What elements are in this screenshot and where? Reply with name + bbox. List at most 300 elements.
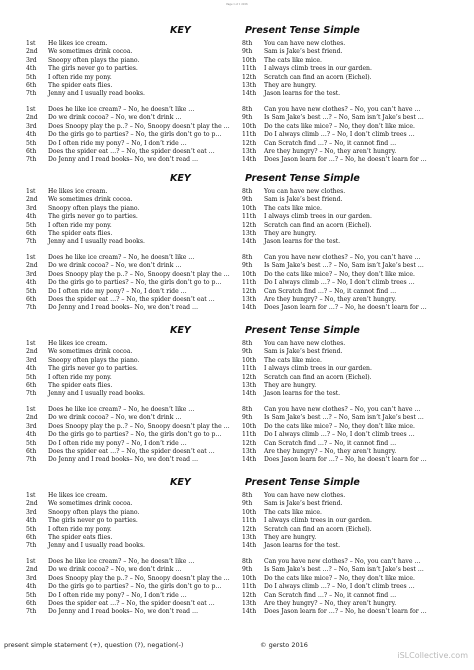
sentence-number: 10th xyxy=(242,56,257,64)
statements-right xyxy=(242,188,447,247)
sentence-text: Can Scratch find …? – No, it cannot find … xyxy=(264,139,397,147)
sentence-number: 1st xyxy=(26,340,36,347)
sentence-text: He likes ice cream. xyxy=(48,492,108,499)
key-label: KEY xyxy=(170,25,191,36)
sentence-number: 9th xyxy=(242,414,253,422)
sentence-text: Are they hungry? – No, they aren’t hungry. xyxy=(264,447,397,455)
sentence-text: Do Jenny and I read books– No, we don’t read … xyxy=(48,304,199,312)
sentence-line xyxy=(26,374,231,382)
sentence-text: Can you have new clothes? – No, you can’t have … xyxy=(264,558,421,565)
sentence-text: Does Jason learn for …? – No, he doesn’t learn for … xyxy=(264,456,427,464)
sentence-number: 13th xyxy=(242,147,257,155)
sentence-text: Do the girls go to parties? – No, the girls don’t go to p… xyxy=(48,431,222,439)
sentence-text: Can Scratch find …? – No, it cannot find … xyxy=(264,287,397,295)
sentence-line xyxy=(242,131,447,139)
sentence-line xyxy=(242,213,447,221)
sentence-number: 5th xyxy=(26,439,37,447)
sentence-number: 5th xyxy=(26,73,37,81)
sentence-text: Does the spider eat …? – No, the spider doesn’t eat … xyxy=(48,295,215,303)
sentence-text: Do I always climb …? – No, I don’t climb trees … xyxy=(264,131,415,139)
sentence-line xyxy=(26,423,231,431)
sentence-line xyxy=(26,82,231,90)
sentence-text: Can you have new clothes? – No, you can’t have … xyxy=(264,106,421,113)
sentence-number: 4th xyxy=(26,583,37,591)
sentence-text: I often ride my pony. xyxy=(48,73,112,81)
sentence-text: Do the cats like mice? – No, they don’t like mice. xyxy=(264,574,415,582)
sentence-text: Are they hungry? – No, they aren’t hungry. xyxy=(264,295,397,303)
sentence-number: 14th xyxy=(242,456,257,464)
sentence-number: 4th xyxy=(26,279,37,287)
sentence-line xyxy=(26,542,231,550)
sentence-number: 4th xyxy=(26,131,37,139)
sentence-line xyxy=(26,448,231,456)
sentence-line xyxy=(26,57,231,65)
sentence-line xyxy=(26,40,231,48)
sentence-text: I always climb trees in our garden. xyxy=(264,517,372,525)
sentence-number: 1st xyxy=(26,254,36,261)
sentence-number: 10th xyxy=(242,422,257,430)
sentence-line xyxy=(26,592,231,600)
sentence-text: Jenny and I usually read books. xyxy=(48,90,145,98)
sentence-line xyxy=(242,456,447,464)
title-row xyxy=(22,25,452,39)
sentence-text: Jason learns for the test. xyxy=(264,90,341,98)
sentence-number: 3rd xyxy=(26,422,37,430)
sentence-line xyxy=(26,575,231,583)
sentence-line xyxy=(242,608,447,616)
sentence-number: 1st xyxy=(26,492,36,499)
sentence-line xyxy=(26,213,231,221)
sentence-text: We sometimes drink cocoa. xyxy=(48,196,133,204)
sentence-number: 3rd xyxy=(26,204,37,212)
sentence-text: Scratch can find an acorn (Eichel). xyxy=(264,221,372,229)
sentence-line xyxy=(26,365,231,373)
sentence-text: Do I always climb …? – No, I don’t climb trees … xyxy=(264,431,415,439)
sentence-number: 2nd xyxy=(26,566,38,574)
sentence-text: Jason learns for the test. xyxy=(264,238,341,246)
sentence-number: 11th xyxy=(242,365,257,373)
sentence-number: 8th xyxy=(242,492,253,499)
sentence-number: 12th xyxy=(242,139,257,147)
key-label: KEY xyxy=(170,477,191,488)
sentence-number: 12th xyxy=(242,373,257,381)
sentence-line xyxy=(242,600,447,608)
sentence-number: 5th xyxy=(26,221,37,229)
statements-left xyxy=(26,492,231,551)
sentence-number: 8th xyxy=(242,254,253,261)
sentence-line xyxy=(242,148,447,156)
sentence-text: Do we drink cocoa? – No, we don’t drink … xyxy=(48,262,182,270)
sentence-line xyxy=(26,48,231,56)
sentence-number: 8th xyxy=(242,106,253,113)
sentence-number: 3rd xyxy=(26,56,37,64)
sentence-line xyxy=(242,340,447,348)
sentence-text: We sometimes drink cocoa. xyxy=(48,500,133,508)
sentence-line xyxy=(242,500,447,508)
sentence-text: Jenny and I usually read books. xyxy=(48,238,145,246)
sentence-number: 13th xyxy=(242,229,257,237)
sentence-line xyxy=(242,156,447,164)
sentence-number: 7th xyxy=(26,156,37,164)
sentence-number: 4th xyxy=(26,365,37,373)
sentence-number: 1st xyxy=(26,558,36,565)
sentence-line xyxy=(26,348,231,356)
sentence-text: Does he like ice cream? – No, he doesn’t like … xyxy=(48,106,195,113)
sentence-number: 9th xyxy=(242,262,253,270)
sentence-line xyxy=(26,205,231,213)
sentence-line xyxy=(26,534,231,542)
statements-left xyxy=(26,40,231,99)
sentence-line xyxy=(242,575,447,583)
sentence-text: He likes ice cream. xyxy=(48,340,108,347)
statements-right xyxy=(242,492,447,551)
sentence-line xyxy=(26,357,231,365)
worksheet-title: Present Tense Simple xyxy=(245,173,360,184)
sentence-line xyxy=(242,448,447,456)
sentence-line xyxy=(242,74,447,82)
sentence-text: I always climb trees in our garden. xyxy=(264,213,372,221)
sentence-text: Do I often ride my pony? – No, I don’t ride … xyxy=(48,591,187,599)
sentence-text: The spider eats flies. xyxy=(48,533,113,541)
sentence-text: Does he like ice cream? – No, he doesn’t like … xyxy=(48,406,195,413)
sentence-text: Scratch can find an acorn (Eichel). xyxy=(264,373,372,381)
sentence-number: 3rd xyxy=(26,356,37,364)
sentence-text: The girls never go to parties. xyxy=(48,365,138,373)
sentence-text: Snoopy often plays the piano. xyxy=(48,508,140,516)
title-row xyxy=(22,173,452,187)
statements-right xyxy=(242,40,447,99)
sentence-number: 8th xyxy=(242,188,253,195)
sentence-line xyxy=(26,492,231,500)
sentence-text: Do we drink cocoa? – No, we don’t drink … xyxy=(48,414,182,422)
sentence-text: The cats like mice. xyxy=(264,356,322,364)
sentence-line xyxy=(26,304,231,312)
sentence-text: Do we drink cocoa? – No, we don’t drink … xyxy=(48,566,182,574)
sentence-number: 1st xyxy=(26,406,36,413)
sentence-text: The spider eats flies. xyxy=(48,81,113,89)
sentence-text: Is Sam Jake’s best …? – No, Sam isn’t Jake’s best … xyxy=(264,114,424,122)
sentence-number: 7th xyxy=(26,608,37,616)
sentence-number: 10th xyxy=(242,122,257,130)
sentence-number: 13th xyxy=(242,533,257,541)
sentence-text: Do the cats like mice? – No, they don’t like mice. xyxy=(264,422,415,430)
sentence-line xyxy=(242,254,447,262)
sentence-number: 13th xyxy=(242,599,257,607)
sentence-line xyxy=(26,296,231,304)
sentence-number: 10th xyxy=(242,356,257,364)
sentence-text: Are they hungry? – No, they aren’t hungry. xyxy=(264,147,397,155)
title-row xyxy=(22,325,452,339)
sentence-number: 10th xyxy=(242,270,257,278)
sentence-number: 9th xyxy=(242,348,253,356)
sentence-line xyxy=(26,600,231,608)
sentence-line xyxy=(242,414,447,422)
sentence-line xyxy=(242,365,447,373)
sentence-number: 9th xyxy=(242,500,253,508)
sentence-line xyxy=(242,106,447,114)
sentence-line xyxy=(242,238,447,246)
sentence-number: 3rd xyxy=(26,574,37,582)
statements-right xyxy=(242,340,447,399)
sentence-text: Does Snoopy play the p..? – No, Snoopy doesn’t play the … xyxy=(48,574,230,582)
sentence-number: 2nd xyxy=(26,114,38,122)
sentence-number: 1st xyxy=(26,188,36,195)
sentence-line xyxy=(242,423,447,431)
sentence-number: 13th xyxy=(242,381,257,389)
sentence-line xyxy=(242,509,447,517)
sentence-number: 11th xyxy=(242,517,257,525)
sentence-text: Is Sam Jake’s best …? – No, Sam isn’t Jake’s best … xyxy=(264,262,424,270)
sentence-number: 14th xyxy=(242,304,257,312)
sentence-text: Can you have new clothes? – No, you can’t have … xyxy=(264,254,421,261)
sentence-number: 6th xyxy=(26,381,37,389)
sentence-number: 2nd xyxy=(26,500,38,508)
sentence-text: Is Sam Jake’s best …? – No, Sam isn’t Jake’s best … xyxy=(264,414,424,422)
statements-left xyxy=(26,188,231,247)
sentence-line xyxy=(242,357,447,365)
sentence-text: Do the cats like mice? – No, they don’t like mice. xyxy=(264,270,415,278)
sentence-line xyxy=(26,65,231,73)
sentence-text: Does he like ice cream? – No, he doesn’t like … xyxy=(48,254,195,261)
sentence-number: 2nd xyxy=(26,414,38,422)
sentence-text: Are they hungry? – No, they aren’t hungry. xyxy=(264,599,397,607)
sentence-number: 7th xyxy=(26,90,37,98)
sentence-text: You can have new clothes. xyxy=(264,188,346,195)
sentence-number: 4th xyxy=(26,431,37,439)
sentence-line xyxy=(242,40,447,48)
sentence-line xyxy=(242,406,447,414)
sentence-text: You can have new clothes. xyxy=(264,40,346,47)
sentence-line xyxy=(242,566,447,574)
sentence-text: Is Sam Jake’s best …? – No, Sam isn’t Jake’s best … xyxy=(264,566,424,574)
sentence-number: 7th xyxy=(26,390,37,398)
sentence-line xyxy=(26,114,231,122)
title-row xyxy=(22,477,452,491)
sentence-text: Does Jason learn for …? – No, he doesn’t learn for … xyxy=(264,304,427,312)
sentence-number: 9th xyxy=(242,566,253,574)
sentence-line xyxy=(26,74,231,82)
sentence-line xyxy=(242,296,447,304)
sentence-line xyxy=(242,440,447,448)
sentence-number: 6th xyxy=(26,81,37,89)
sentence-line xyxy=(242,304,447,312)
sentence-text: Can you have new clothes? – No, you can’t have … xyxy=(264,406,421,413)
sentence-number: 7th xyxy=(26,542,37,550)
sentence-text: Do Jenny and I read books– No, we don’t read … xyxy=(48,608,199,616)
sentence-number: 1st xyxy=(26,106,36,113)
sentence-line xyxy=(242,390,447,398)
sentence-number: 5th xyxy=(26,287,37,295)
sentence-number: 2nd xyxy=(26,348,38,356)
sentence-number: 8th xyxy=(242,40,253,47)
sentence-number: 1st xyxy=(26,40,36,47)
sentence-text: Do I always climb …? – No, I don’t climb trees … xyxy=(264,279,415,287)
sentence-number: 6th xyxy=(26,599,37,607)
sentence-line xyxy=(242,114,447,122)
sentence-text: The cats like mice. xyxy=(264,204,322,212)
sentence-number: 6th xyxy=(26,295,37,303)
sentence-line xyxy=(242,262,447,270)
sentence-line xyxy=(26,271,231,279)
sentence-line xyxy=(242,348,447,356)
sentence-line xyxy=(26,222,231,230)
sentence-text: I always climb trees in our garden. xyxy=(264,365,372,373)
questions-left xyxy=(26,254,231,313)
sentence-line xyxy=(26,123,231,131)
sentence-line xyxy=(242,140,447,148)
sentence-number: 11th xyxy=(242,431,257,439)
questions-right xyxy=(242,558,447,617)
sentence-line xyxy=(242,222,447,230)
sentence-text: Scratch can find an acorn (Eichel). xyxy=(264,525,372,533)
sentence-text: They are hungry. xyxy=(264,381,317,389)
sentence-line xyxy=(26,140,231,148)
sentence-number: 11th xyxy=(242,583,257,591)
sentence-text: Sam is Jake’s best friend. xyxy=(264,500,343,508)
sentence-text: Does Jason learn for …? – No, he doesn’t learn for … xyxy=(264,608,427,616)
sentence-number: 13th xyxy=(242,447,257,455)
sentence-text: He likes ice cream. xyxy=(48,40,108,47)
sentence-text: The cats like mice. xyxy=(264,56,322,64)
sentence-text: The girls never go to parties. xyxy=(48,65,138,73)
sentence-text: Does the spider eat …? – No, the spider doesn’t eat … xyxy=(48,147,215,155)
sentence-number: 14th xyxy=(242,156,257,164)
sentence-line xyxy=(26,566,231,574)
sentence-text: I often ride my pony. xyxy=(48,525,112,533)
sentence-number: 5th xyxy=(26,525,37,533)
sentence-line xyxy=(242,196,447,204)
sentence-text: Sam is Jake’s best friend. xyxy=(264,48,343,56)
sentence-line xyxy=(26,90,231,98)
sentence-text: The spider eats flies. xyxy=(48,381,113,389)
sentence-text: Do I often ride my pony? – No, I don’t ride … xyxy=(48,439,187,447)
sentence-text: They are hungry. xyxy=(264,229,317,237)
sentence-number: 14th xyxy=(242,238,257,246)
sentence-line xyxy=(26,406,231,414)
sentence-line xyxy=(242,431,447,439)
sentence-line xyxy=(26,440,231,448)
sentence-text: The spider eats flies. xyxy=(48,229,113,237)
sentence-text: We sometimes drink cocoa. xyxy=(48,48,133,56)
sentence-number: 7th xyxy=(26,238,37,246)
sentence-line xyxy=(26,583,231,591)
sentence-number: 4th xyxy=(26,517,37,525)
key-label: KEY xyxy=(170,173,191,184)
sentence-text: Do Jenny and I read books– No, we don’t read … xyxy=(48,456,199,464)
worksheet-block-3 xyxy=(22,325,452,475)
sentence-line xyxy=(26,279,231,287)
footer-topic-text: present simple statement (+), question (?), negation(-) xyxy=(4,641,184,649)
sentence-line xyxy=(242,542,447,550)
sentence-number: 12th xyxy=(242,525,257,533)
sentence-line xyxy=(26,431,231,439)
sentence-number: 10th xyxy=(242,574,257,582)
sentence-number: 12th xyxy=(242,439,257,447)
worksheet-title: Present Tense Simple xyxy=(245,25,360,36)
sentence-line xyxy=(26,230,231,238)
sentence-number: 3rd xyxy=(26,508,37,516)
sentence-number: 12th xyxy=(242,73,257,81)
sentence-line xyxy=(26,131,231,139)
sentence-line xyxy=(26,254,231,262)
sentence-text: Do I often ride my pony? – No, I don’t ride … xyxy=(48,139,187,147)
questions-left xyxy=(26,106,231,165)
sentence-line xyxy=(242,374,447,382)
sentence-text: Do the girls go to parties? – No, the girls don’t go to p… xyxy=(48,131,222,139)
sentence-number: 5th xyxy=(26,591,37,599)
sentence-line xyxy=(242,271,447,279)
sentence-number: 10th xyxy=(242,204,257,212)
sentence-text: Jenny and I usually read books. xyxy=(48,542,145,550)
sentence-text: Does Snoopy play the p..? – No, Snoopy doesn’t play the … xyxy=(48,270,230,278)
sentence-number: 10th xyxy=(242,508,257,516)
sentence-number: 8th xyxy=(242,558,253,565)
sentence-line xyxy=(26,558,231,566)
sentence-line xyxy=(242,526,447,534)
sentence-number: 6th xyxy=(26,229,37,237)
sentence-number: 14th xyxy=(242,608,257,616)
sentence-line xyxy=(242,90,447,98)
sentence-text: Does he like ice cream? – No, he doesn’t like … xyxy=(48,558,195,565)
key-label: KEY xyxy=(170,325,191,336)
sentence-line xyxy=(242,123,447,131)
sentence-number: 2nd xyxy=(26,48,38,56)
questions-left xyxy=(26,558,231,617)
sentence-line xyxy=(26,500,231,508)
sentence-text: Scratch can find an acorn (Eichel). xyxy=(264,73,372,81)
sentence-number: 7th xyxy=(26,456,37,464)
sentence-text: I often ride my pony. xyxy=(48,221,112,229)
sentence-line xyxy=(26,382,231,390)
sentence-text: Does the spider eat …? – No, the spider doesn’t eat … xyxy=(48,447,215,455)
sentence-text: They are hungry. xyxy=(264,533,317,541)
sentence-number: 4th xyxy=(26,213,37,221)
sentence-number: 8th xyxy=(242,340,253,347)
sentence-text: I often ride my pony. xyxy=(48,373,112,381)
worksheet-title: Present Tense Simple xyxy=(245,477,360,488)
sentence-number: 12th xyxy=(242,591,257,599)
sentence-text: Do we drink cocoa? – No, we don’t drink … xyxy=(48,114,182,122)
sentence-text: Do I often ride my pony? – No, I don’t ride … xyxy=(48,287,187,295)
sentence-text: Can Scratch find …? – No, it cannot find … xyxy=(264,439,397,447)
sentence-number: 12th xyxy=(242,221,257,229)
worksheet-block-1 xyxy=(22,25,452,175)
sentence-line xyxy=(242,65,447,73)
sentence-number: 6th xyxy=(26,147,37,155)
sentence-number: 3rd xyxy=(26,122,37,130)
footer-copyright: © gersto 2016 xyxy=(260,641,308,649)
sentence-line xyxy=(242,382,447,390)
sentence-text: Does the spider eat …? – No, the spider doesn’t eat … xyxy=(48,599,215,607)
sentence-text: You can have new clothes. xyxy=(264,492,346,499)
sentence-line xyxy=(26,456,231,464)
sentence-text: They are hungry. xyxy=(264,81,317,89)
sentence-line xyxy=(26,106,231,114)
worksheet-block-2 xyxy=(22,173,452,323)
sentence-number: 6th xyxy=(26,447,37,455)
sentence-text: The cats like mice. xyxy=(264,508,322,516)
statements-left xyxy=(26,340,231,399)
sentence-line xyxy=(242,230,447,238)
sentence-line xyxy=(242,592,447,600)
sentence-line xyxy=(26,517,231,525)
sentence-line xyxy=(242,57,447,65)
sentence-text: Jason learns for the test. xyxy=(264,390,341,398)
sentence-text: Sam is Jake’s best friend. xyxy=(264,348,343,356)
sentence-number: 5th xyxy=(26,373,37,381)
worksheet-block-4 xyxy=(22,477,452,627)
sentence-line xyxy=(242,188,447,196)
